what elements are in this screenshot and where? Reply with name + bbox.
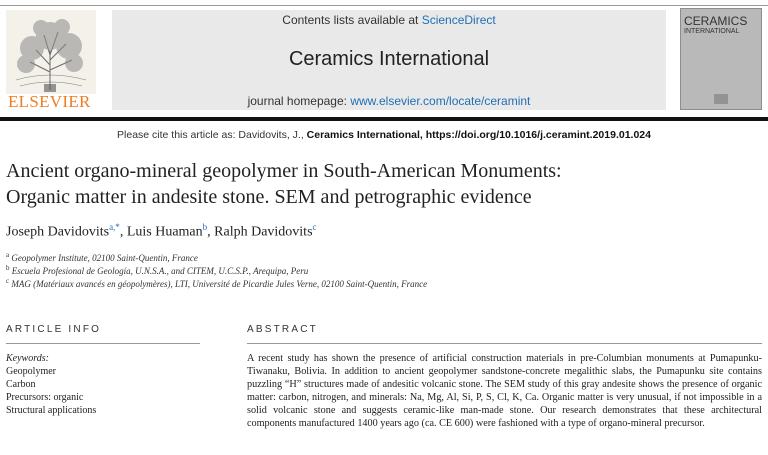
affiliation xyxy=(6,277,427,289)
author-affiliation-marker[interactable]: a,* xyxy=(109,222,120,232)
abstract-text: A recent study has shown the presence of artificial construction materials in pre-Columbian monuments at Pumapunku-Tiwanaku, Bolivia. In addition to ancient geopolymer sandstone-concrete megalithic slabs, the Pumapunku site contains puzzling “H” structures made of andesitic volcanic stone. The SEM study of this gray andesite shows the presence of organic matter: carbon, nitrogen, and minerals: Na, Mg, Al, Si, P, S, Cl, K, Ca. Organic matter is very unusual, if not impossible in a solid volcanic stone and suggests ceramic-like man-made stone. Our research demonstrates that these architectural components manufactured 1400 years ago (ca. CE 600) were fashioned with a type of organo-mineral precursor. xyxy=(247,353,762,429)
author-name[interactable]: Luis Huaman xyxy=(126,224,203,240)
cover-title-line2: INTERNATIONAL xyxy=(684,28,740,35)
author-name[interactable]: Ralph Davidovits xyxy=(214,224,313,240)
contents-line xyxy=(112,13,666,27)
journal-title: Ceramics International xyxy=(288,48,490,70)
affiliation-text: MAG (Matériaux avancés en géopolymères), LTI, Université de Picardie Jules Verne, 02100 Saint-Quentin, France xyxy=(11,279,428,289)
affiliation-text: Geopolymer Institute, 02100 Saint-Quentin, France xyxy=(11,253,198,263)
author-affiliation-marker[interactable]: b xyxy=(202,222,208,232)
affiliation-marker: c xyxy=(6,277,10,285)
contents-prefix: Contents lists available at xyxy=(282,13,422,27)
article-title-line1: Ancient organo-mineral geopolymer in South-American Monuments: xyxy=(6,160,562,182)
article-info-heading: ARTICLE INFO xyxy=(6,324,102,335)
article-title xyxy=(6,158,726,210)
affiliation-text: Escuela Profesional de Geología, U.N.S.A., and CITEM, U.C.S.P., Arequipa, Peru xyxy=(11,266,309,276)
cover-title-line1: CERAMICS xyxy=(684,14,748,28)
author-affiliation-marker[interactable]: c xyxy=(312,222,317,232)
keyword[interactable]: Carbon xyxy=(6,379,36,390)
cover-publisher-mark-icon xyxy=(712,92,730,106)
keyword[interactable]: Precursors: organic xyxy=(6,392,84,403)
keyword[interactable]: Geopolymer xyxy=(6,366,56,377)
header-top-rule xyxy=(0,5,768,6)
affiliation-marker: b xyxy=(6,264,10,272)
author-name[interactable]: Joseph Davidovits xyxy=(6,224,110,240)
homepage-prefix: journal homepage: xyxy=(247,94,351,108)
affiliation xyxy=(6,251,198,263)
affiliation xyxy=(6,264,308,276)
keyword[interactable]: Structural applications xyxy=(6,405,97,416)
abstract-rule xyxy=(247,343,762,344)
homepage-link[interactable]: www.elsevier.com/locate/ceramint xyxy=(350,94,531,108)
cover-title xyxy=(684,16,762,37)
article-info-rule xyxy=(6,343,200,344)
keywords-label: Keywords: xyxy=(6,353,49,364)
citation-line xyxy=(0,129,768,141)
article-title-line2: Organic matter in andesite stone. SEM and petrographic evidence xyxy=(6,186,532,208)
affiliation-marker: a xyxy=(6,251,10,259)
sciencedirect-link[interactable]: ScienceDirect xyxy=(421,13,496,27)
homepage-line xyxy=(112,94,666,108)
header-thick-rule xyxy=(0,117,768,121)
citation-reference[interactable]: Ceramics International, https://doi.org/10.1016/j.ceramint.2019.01.024 xyxy=(306,129,651,141)
elsevier-wordmark: ELSEVIER xyxy=(8,92,91,111)
author-list: Joseph Davidovits$^{a,*}$, Luis Huaman$^b$, Ralph Davidovits$^c$ xyxy=(6,222,317,240)
abstract-heading: ABSTRACT xyxy=(247,324,318,335)
citation-prefix: Please cite this article as: Davidovits, J., xyxy=(117,129,307,141)
